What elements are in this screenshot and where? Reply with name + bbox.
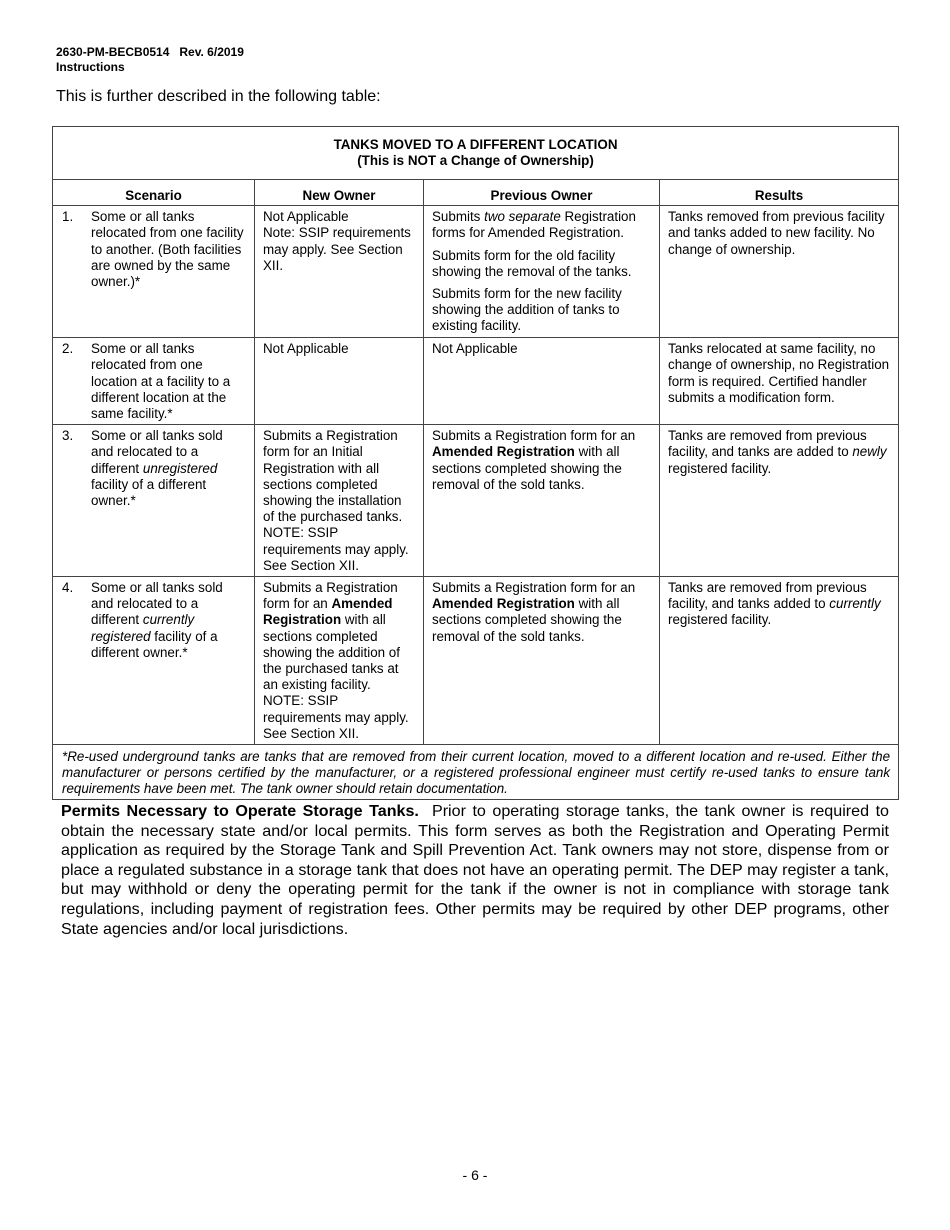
row-number: 3. xyxy=(62,428,74,444)
form-code: 2630-PM-BECB0514 xyxy=(56,45,170,59)
column-header-new-owner: New Owner xyxy=(255,180,424,206)
table-row xyxy=(53,338,899,425)
scenario-text: Some or all tanks sold and relocated to a different currently registered facility of a different owner.* xyxy=(91,580,223,660)
scenario-cell xyxy=(53,425,255,577)
new-owner-cell: Submits a Registration form for an Initial Registration with all sections completed showing the installation of the purchased tanks. NOTE: SSIP requirements may apply. See Section XII. xyxy=(255,425,424,577)
previous-owner-cell: Submits a Registration form for an Amended Registration with all sections completed showing the removal of the sold tanks. xyxy=(424,577,660,745)
previous-owner-para-1: Submits two separate Registration forms for Amended Registration. xyxy=(432,209,636,241)
table-footnote-row xyxy=(53,745,899,800)
revision-date: Rev. 6/2019 xyxy=(179,45,244,59)
table-header-row xyxy=(53,180,899,206)
scenario-text: Some or all tanks sold and relocated to a different unregistered facility of a different owner.* xyxy=(91,428,223,509)
scenario-cell xyxy=(53,338,255,425)
row-number: 4. xyxy=(62,580,74,596)
permits-paragraph xyxy=(61,802,889,939)
table-row xyxy=(53,206,899,338)
document-header xyxy=(56,45,244,74)
results-cell: Tanks removed from previous facility and tanks added to new facility. No change of ownership. xyxy=(660,206,899,338)
permits-heading: Permits Necessary to Operate Storage Tanks. xyxy=(61,802,419,820)
previous-owner-cell xyxy=(424,206,660,338)
row-number: 1. xyxy=(62,209,74,225)
results-cell: Tanks relocated at same facility, no change of ownership, no Registration form is required. Certified handler submits a modification form. xyxy=(660,338,899,425)
column-header-scenario: Scenario xyxy=(53,180,255,206)
new-owner-text: Not Applicable xyxy=(263,209,349,225)
table-row xyxy=(53,577,899,745)
new-owner-cell: Submits a Registration form for an Amended Registration with all sections completed showing the addition of the purchased tanks at an existing facility. NOTE: SSIP requirements may apply. See Section XII. xyxy=(255,577,424,745)
scenario-text: Some or all tanks relocated from one location at a facility to a different location at the same facility.* xyxy=(91,341,231,422)
previous-owner-cell: Not Applicable xyxy=(424,338,660,425)
table-row xyxy=(53,425,899,577)
table-title-line1: TANKS MOVED TO A DIFFERENT LOCATION xyxy=(333,137,618,152)
results-cell: Tanks are removed from previous facility, and tanks are added to newly registered facility. xyxy=(660,425,899,577)
row-number: 2. xyxy=(62,341,74,357)
column-header-previous-owner: Previous Owner xyxy=(424,180,660,206)
table-title-row xyxy=(53,127,899,180)
previous-owner-para-2: Submits form for the old facility showing the removal of the tanks. xyxy=(432,247,632,279)
new-owner-note: Note: SSIP requirements may apply. See Section XII. xyxy=(263,225,411,273)
permits-body: Prior to operating storage tanks, the tank owner is required to obtain the necessary state and/or local permits. This form serves as both the Registration and Operating Permit application as required by the Storage Tank and Spill Prevention Act. Tank owners may not store, dispense from or place a regulated substance in a storage tank that does not have an operating permit. The DEP may register a tank, but may withhold or deny the operating permit for the tank if the owner is not in compliance with storage tank regulations, including payment of registration fees. Other permits may be required by other DEP programs, other State agencies and/or local jurisdictions. xyxy=(61,802,889,938)
column-header-results: Results xyxy=(660,180,899,206)
results-cell: Tanks are removed from previous facility, and tanks added to currently registered facility. xyxy=(660,577,899,745)
scenario-cell xyxy=(53,206,255,338)
table-title xyxy=(53,127,899,180)
table-title-line2: (This is NOT a Change of Ownership) xyxy=(357,153,594,168)
table-footnote: *Re-used underground tanks are tanks that are removed from their current location, moved to a different location and re-used. Either the manufacturer or persons certified by the manufacturer, or a registered professional engineer must certify re-used tanks to ensure tank requirements have been met. The tank owner should retain documentation. xyxy=(53,745,899,800)
new-owner-cell xyxy=(255,206,424,338)
new-owner-cell: Not Applicable xyxy=(255,338,424,425)
previous-owner-para-3: Submits form for the new facility showing the addition of tanks to existing facility. xyxy=(432,286,622,334)
scenario-text: Some or all tanks relocated from one facility to another. (Both facilities are owned by the same owner.)* xyxy=(91,209,244,290)
intro-text: This is further described in the following table: xyxy=(56,88,381,105)
scenario-cell xyxy=(53,577,255,745)
tanks-moved-table xyxy=(52,126,899,800)
previous-owner-cell: Submits a Registration form for an Amended Registration with all sections completed showing the removal of the sold tanks. xyxy=(424,425,660,577)
page-number: - 6 - xyxy=(462,1167,488,1183)
section-label: Instructions xyxy=(56,59,125,74)
